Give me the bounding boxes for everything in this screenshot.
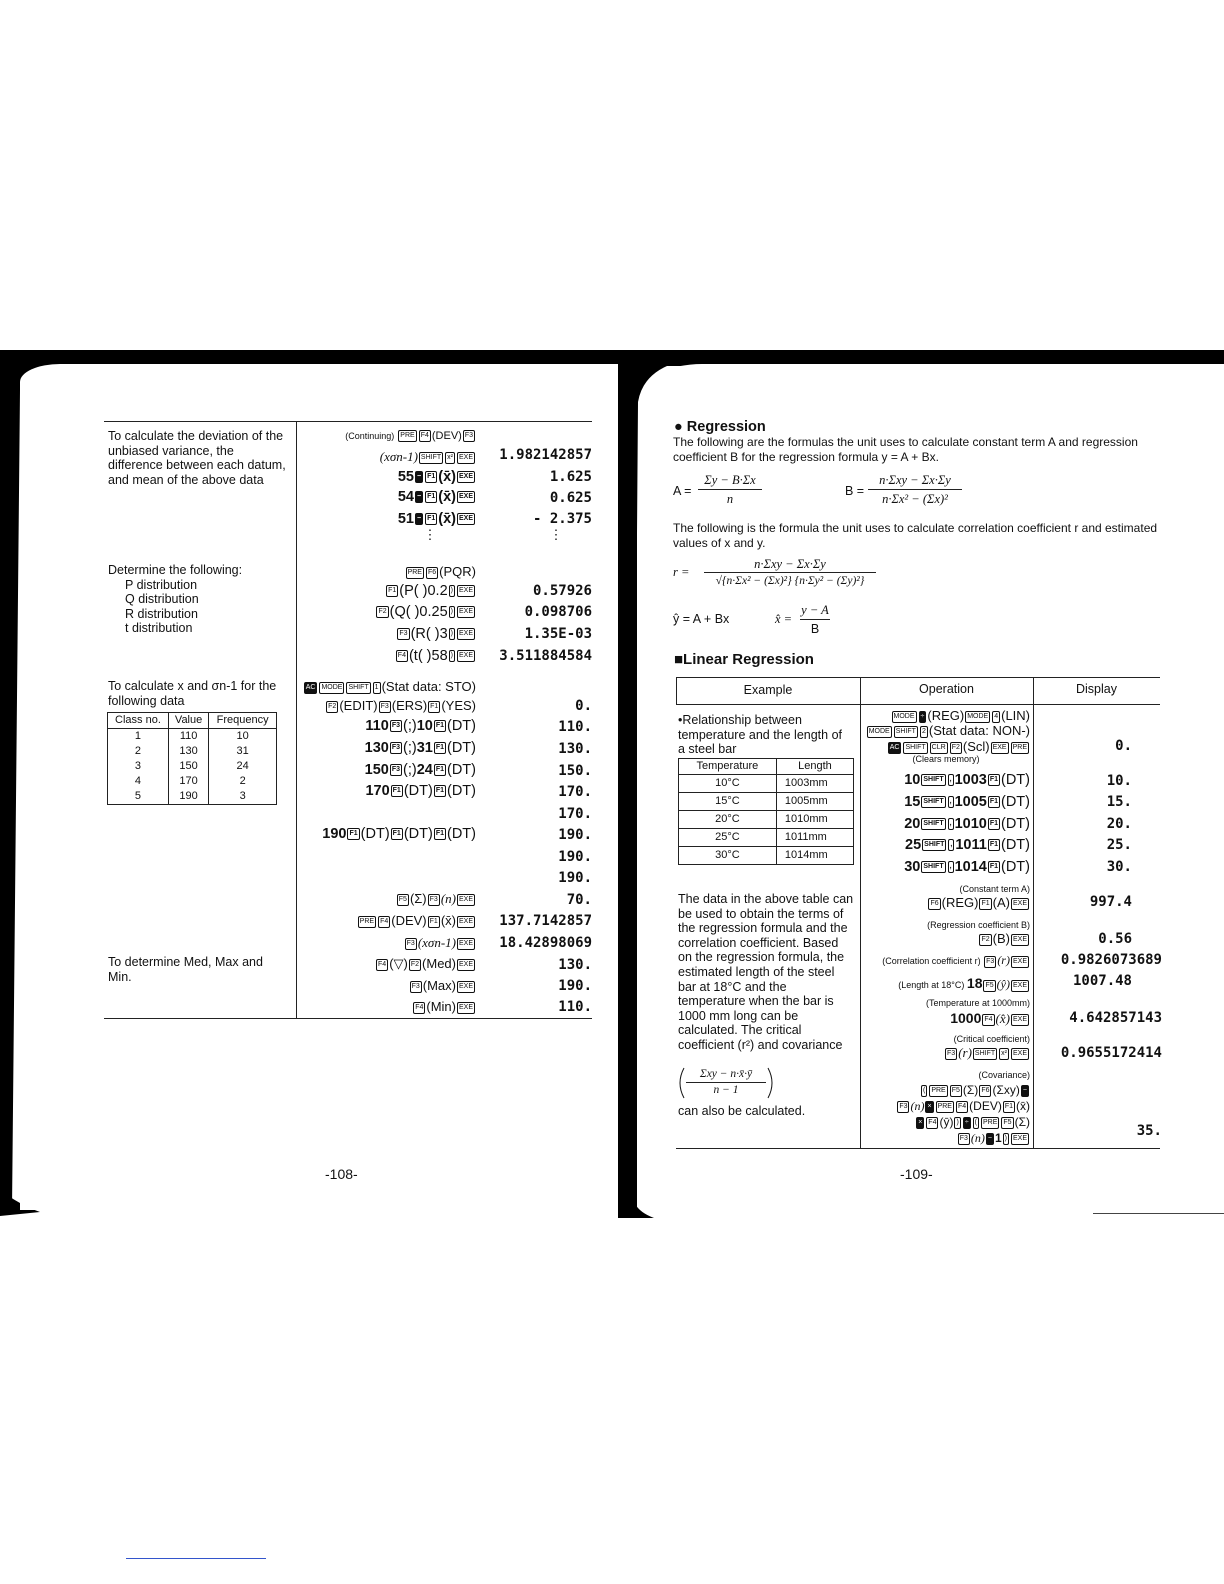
label-constant: (Constant term A) bbox=[959, 884, 1030, 894]
display-value: 110. bbox=[558, 719, 592, 735]
op-edit-ers: F2 (EDIT) F3 (ERS) F1 (YES) bbox=[328, 698, 476, 713]
label-crit: (Critical coefficient) bbox=[953, 1034, 1030, 1044]
page-number: -108- bbox=[325, 1166, 358, 1182]
display-value: 150. bbox=[558, 763, 592, 779]
regression-heading: ● Regression bbox=[674, 419, 766, 435]
op-54: 54 − F1 (x̄) EXE bbox=[397, 489, 473, 505]
op-constant: F6 (REG) F1 (A) EXE bbox=[930, 895, 1027, 910]
display-value: 190. bbox=[558, 827, 592, 843]
op-data-15: 15 SHIFT , 1005 F1 (DT) bbox=[904, 794, 1030, 810]
display-value: 0.9826073689 bbox=[1060, 952, 1162, 968]
display-value: 20. bbox=[1106, 816, 1132, 832]
display-value: 1007.48 bbox=[1072, 973, 1132, 989]
op-data-25: 25 SHIFT , 1011 F1 (DT) bbox=[905, 837, 1030, 853]
display-value: 130. bbox=[558, 957, 592, 973]
op-continuing: (Continuing) PRE F4 (DEV) F3 bbox=[345, 430, 473, 442]
op-regb: F2 (B) EXE bbox=[981, 931, 1027, 946]
display-value: 110. bbox=[558, 999, 592, 1015]
op-150: 150 F3 (;)24 F1 (DT) bbox=[364, 762, 476, 778]
op-cov-3: × F4 (ȳ) ) ÷ ( PRE F5 (Σ) bbox=[918, 1115, 1030, 1129]
op-dev-xbar: PRE F4 (DEV) F1 (x̄) EXE bbox=[359, 913, 473, 928]
op-scl: AC SHIFT CLR F2 (Scl) EXE PRE bbox=[889, 739, 1027, 754]
formula-a-numerator: Σy − B·Σx bbox=[704, 473, 756, 487]
distribution-q: Q distribution bbox=[125, 592, 199, 606]
formula-b-lhs: B = bbox=[845, 484, 865, 498]
deviation-description: To calculate the deviation of the unbiased variance, the difference between each datum, and mean of the above data bbox=[108, 429, 286, 487]
formula-r-numerator: n·Σxy − Σx·Σy bbox=[754, 557, 826, 571]
display-value: 10. bbox=[1106, 773, 1132, 789]
col-operation: Operation bbox=[919, 682, 974, 696]
op-sigma-n: F5 (Σ) F3 (n) EXE bbox=[398, 891, 473, 906]
table-row: 30°C 1014mm bbox=[679, 847, 854, 865]
display-value: 3.511884584 bbox=[499, 648, 592, 664]
table-row: 1 110 10 bbox=[108, 729, 277, 745]
column-divider bbox=[296, 421, 297, 1018]
display-value: - 2.375 bbox=[532, 511, 592, 527]
regression-intro: The following are the formulas the unit uses to calculate constant term A and regression coefficient B for the regression formula y = A + Bx. bbox=[673, 435, 1138, 464]
table-row: 4 170 2 bbox=[108, 774, 277, 789]
label-cov: (Covariance) bbox=[978, 1070, 1030, 1080]
display-value: 70. bbox=[566, 892, 592, 908]
vdots-display: ⋮ bbox=[549, 527, 563, 542]
scan-artifact-blue-line bbox=[126, 1558, 266, 1559]
op-data-30: 30 SHIFT , 1014 F1 (DT) bbox=[904, 859, 1030, 875]
display-value: 1.35E-03 bbox=[524, 626, 592, 642]
op-110: 110 F3 (;)10 F1 (DT) bbox=[365, 718, 476, 734]
op-max: F3 (Max) EXE bbox=[411, 978, 473, 993]
col-example: Example bbox=[743, 683, 793, 697]
formula-xhat-numerator: y − A bbox=[801, 603, 829, 617]
op-170: 170 F1 (DT) F1 (DT) bbox=[365, 783, 476, 799]
covariance-numerator: Σxy − n·x̄·ȳ bbox=[699, 1068, 753, 1080]
scan-artifact-line bbox=[1093, 1213, 1224, 1214]
table-header: Temperature bbox=[679, 759, 777, 775]
temperature-table bbox=[678, 758, 854, 865]
display-value: 0. bbox=[575, 698, 592, 714]
vdots-ops: ⋮ bbox=[423, 527, 437, 542]
op-data-20: 20 SHIFT , 1010 F1 (DT) bbox=[904, 816, 1030, 832]
display-value: 190. bbox=[558, 849, 592, 865]
display-value: 18.42898069 bbox=[499, 935, 592, 951]
display-value: 4.642857143 bbox=[1069, 1010, 1162, 1026]
display-value: 1.982142857 bbox=[499, 447, 592, 463]
label-regb: (Regression coefficient B) bbox=[927, 920, 1030, 930]
op-stat-sto: AC MODE SHIFT 1 (Stat data: STO) bbox=[305, 679, 476, 694]
op-cov-4: F3 (n) − 1 ) EXE bbox=[959, 1131, 1027, 1145]
op-p: F1 (P( )0.2 ) EXE bbox=[388, 583, 473, 599]
table-row: 20°C 1010mm bbox=[679, 811, 854, 829]
table-header: Frequency bbox=[209, 713, 277, 729]
display-value: 0.625 bbox=[549, 490, 592, 506]
can-also-label: can also be calculated. bbox=[678, 1104, 806, 1118]
fraction-bar bbox=[868, 489, 962, 490]
op-pqr: PRE F6 (PQR) bbox=[407, 564, 476, 579]
display-value: 997.4 bbox=[1089, 894, 1132, 910]
display-value: 0.56 bbox=[1098, 931, 1132, 947]
op-q: F2 (Q( )0.25 ) EXE bbox=[378, 604, 473, 620]
distribution-p: P distribution bbox=[125, 578, 198, 592]
bottom-rule bbox=[104, 1018, 592, 1019]
display-value: 0. bbox=[1115, 738, 1132, 754]
op-reg-lin: MODE ÷ (REG) MODE 4 (LIN) bbox=[893, 708, 1030, 723]
distribution-heading: Determine the following: bbox=[108, 563, 243, 577]
op-length: (Length at 18°C) 18 F5 (ŷ) EXE bbox=[898, 975, 1027, 991]
table-row: 2 130 31 bbox=[108, 744, 277, 759]
op-t: F4 (t( )58 ) EXE bbox=[397, 648, 473, 664]
op-data-10: 10 SHIFT , 1003 F1 (DT) bbox=[904, 772, 1030, 788]
formula-r-denominator: √{n·Σx² − (Σx)²} {n·Σy² − (Σy)²} bbox=[715, 575, 865, 587]
op-med: F4 (▽) F2 (Med) EXE bbox=[378, 956, 473, 971]
fraction-bar bbox=[704, 572, 876, 573]
example-description: •Relationship between temperature and the length of a steel bar bbox=[678, 713, 843, 757]
op-stat-non: MODE SHIFT 2 (Stat data: NON-) bbox=[868, 723, 1030, 738]
label-temp: (Temperature at 1000mm) bbox=[925, 998, 1030, 1008]
display-value: 170. bbox=[558, 784, 592, 800]
covariance-parentheses bbox=[676, 1066, 776, 1100]
table-header: Length bbox=[776, 759, 853, 775]
table-top-rule bbox=[676, 677, 1160, 678]
op-temp: 1000 F4 (x̂) EXE bbox=[950, 1010, 1027, 1026]
column-divider bbox=[1033, 677, 1034, 1148]
display-value: 0.9655172414 bbox=[1060, 1045, 1162, 1061]
op-xsn1-b: F3 (xσn-1) EXE bbox=[406, 935, 473, 950]
op-55: 55 − F1 (x̄) EXE bbox=[397, 469, 473, 485]
linear-regression-heading: ■Linear Regression bbox=[674, 651, 814, 668]
table-bottom-rule bbox=[676, 1148, 1160, 1149]
table-header: Class no. bbox=[108, 713, 169, 729]
op-corr: (Correlation coefficient r) F3 (r) EXE bbox=[882, 953, 1027, 967]
fraction-bar bbox=[800, 619, 830, 620]
table-row: 10°C 1003mm bbox=[679, 775, 854, 793]
display-value: 35. bbox=[1136, 1123, 1162, 1139]
op-r: F3 (R( )3 ) EXE bbox=[399, 626, 473, 642]
table-row: 25°C 1011mm bbox=[679, 829, 854, 847]
op-190: 190 F1 (DT) F1 (DT) F1 (DT) bbox=[322, 826, 476, 842]
formula-a-denominator: n bbox=[726, 492, 734, 506]
table-row: 5 190 3 bbox=[108, 789, 277, 805]
op-130: 130 F3 (;)31 F1 (DT) bbox=[364, 740, 476, 756]
formula-b-denominator: n·Σx² − (Σx)² bbox=[882, 492, 948, 506]
page-number: -109- bbox=[900, 1166, 933, 1182]
op-cov-1: ( PRE F5 (Σ) F6 (Σxy) − bbox=[922, 1083, 1027, 1097]
display-value: 1.625 bbox=[549, 469, 592, 485]
table-header-rule bbox=[676, 704, 1160, 705]
op-cov-2: F3 (n) × PRE F4 (DEV) F1 (x̄) bbox=[899, 1099, 1030, 1113]
table-row: 15°C 1005mm bbox=[679, 793, 854, 811]
display-value: 15. bbox=[1106, 794, 1132, 810]
data-description: The data in the above table can be used to obtain the terms of the regression formula and the correlation coefficient. Based on the regression formula, the estimated length of the steel bar at 18°C and the temperature when the bar is 1000 mm long can be calculated. The critical coefficient (r²) and covariance bbox=[678, 892, 854, 1052]
distribution-t: t distribution bbox=[125, 621, 193, 635]
formula-xhat-lhs: x̂ = bbox=[775, 612, 793, 626]
op-min: F4 (Min) EXE bbox=[415, 999, 473, 1014]
display-value: 137.7142857 bbox=[499, 913, 592, 929]
formula-xhat-denominator: B bbox=[810, 622, 820, 636]
class-data-table bbox=[107, 712, 277, 805]
formula-r-lhs: r = bbox=[673, 565, 690, 579]
distribution-r: R distribution bbox=[125, 607, 198, 621]
col-display: Display bbox=[1076, 682, 1117, 696]
table-header: Value bbox=[168, 713, 208, 729]
top-rule bbox=[104, 421, 592, 422]
display-value: 0.098706 bbox=[524, 604, 592, 620]
op-51: 51 − F1 (x̄) EXE bbox=[397, 511, 473, 527]
display-value: 190. bbox=[558, 978, 592, 994]
fraction-bar bbox=[698, 489, 762, 490]
calc-description: To calculate x and σn-1 for the following data bbox=[108, 679, 277, 708]
display-value: 25. bbox=[1106, 837, 1132, 853]
op-crit: F3 (r) SHIFT x² EXE bbox=[947, 1045, 1027, 1060]
clears-memory-label: (Clears memory) bbox=[912, 754, 980, 764]
formula-b-numerator: n·Σxy − Σx·Σy bbox=[879, 473, 951, 487]
column-divider bbox=[860, 677, 861, 1148]
display-value: 30. bbox=[1106, 859, 1132, 875]
formula-yhat: ŷ = A + Bx bbox=[673, 612, 730, 626]
display-value: 190. bbox=[558, 870, 592, 886]
covariance-denominator: n − 1 bbox=[713, 1084, 739, 1096]
formula-a-lhs: A = bbox=[673, 484, 692, 498]
op-xsn1: (xσn-1) SHIFT x² EXE bbox=[379, 449, 473, 464]
correlation-intro: The following is the formula the unit uses to calculate correlation coefficient r and estimated values of x and y. bbox=[673, 521, 1158, 550]
display-value: 170. bbox=[558, 806, 592, 822]
med-description: To determine Med, Max and Min. bbox=[108, 955, 263, 984]
display-value: 130. bbox=[558, 741, 592, 757]
display-value: 0.57926 bbox=[532, 583, 592, 599]
table-row: 3 150 24 bbox=[108, 759, 277, 774]
